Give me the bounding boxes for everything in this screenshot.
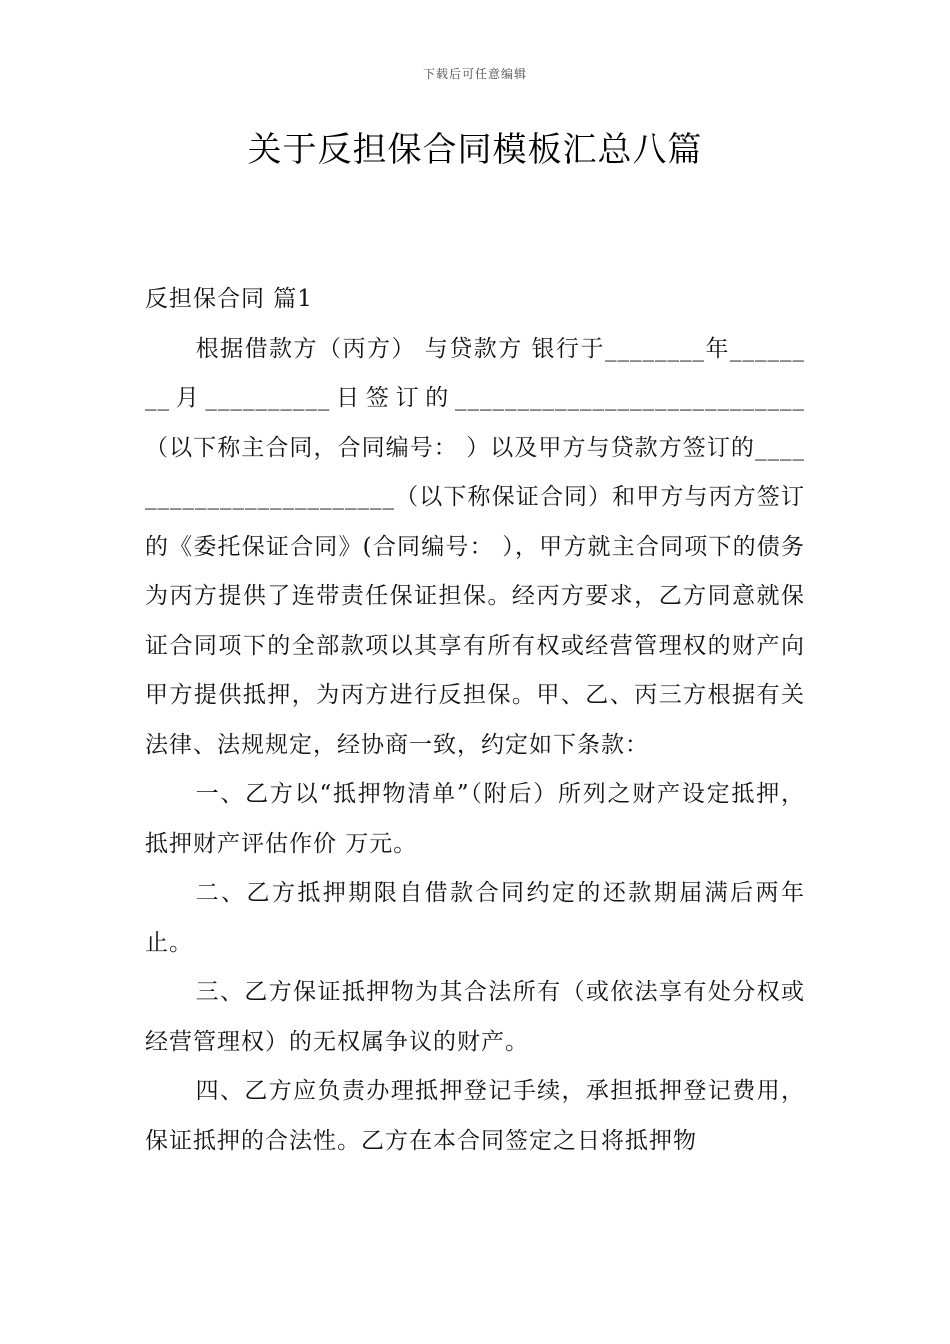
paragraph-clause-3: 三、乙方保证抵押物为其合法所有（或依法享有处分权或经营管理权）的无权属争议的财产。 xyxy=(145,979,805,1055)
document-title: 关于反担保合同模板汇总八篇 xyxy=(247,130,703,170)
paragraph-clause-4: 四、乙方应负责办理抵押登记手续，承担抵押登记费用，保证抵押的合法性。乙方在本合同签定之日将抵押物 xyxy=(145,1078,805,1154)
paragraph-clause-2: 二、乙方抵押期限自借款合同约定的还款期届满后两年止。 xyxy=(145,880,805,956)
page-header-note: 下载后可任意编辑 xyxy=(422,67,527,81)
paragraph-clause-1: 一、乙方以“抵押物清单”（附后）所列之财产设定抵押，抵押财产评估作价 万元。 xyxy=(145,781,805,857)
section-heading: 反担保合同 篇1 xyxy=(145,286,313,312)
paragraph-preamble: 根据借款方（丙方） 与贷款方 银行于________年________月__________日签订的____________________________（以下称主合同，合同编号： ）以及甲方与贷款方签订的________________________（以下称保证合同）和甲方与丙方签订的《委托保证合同》(合同编号： ），甲方就主合同项下的债务为丙方提供了连带责任保证担保。经丙方要求，乙方同意就保证合同项下的全部款项以其享有所有权或经营管理权的财产向甲方提供抵押，为丙方进行反担保。甲、乙、丙三方根据有关法律、法规规定，经协商一致，约定如下条款： xyxy=(145,335,805,758)
document-body xyxy=(145,275,805,1166)
